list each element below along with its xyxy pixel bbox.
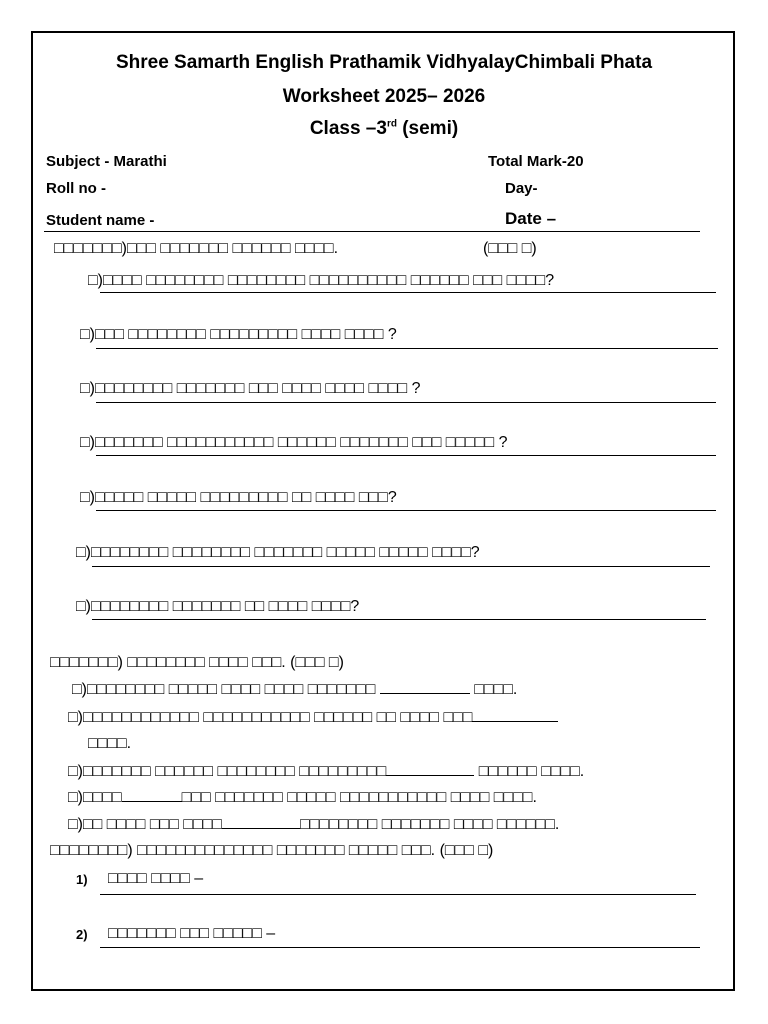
- fill-blank-4: □)□□□□ □□□ □□□□□□□ □□□□□ □□□□□□□□□□□ □□□□ □□□□.: [68, 789, 537, 806]
- blank-3[interactable]: [386, 774, 474, 776]
- question-4: □)□□□□□□□ □□□□□□□□□□□ □□□□□□ □□□□□□□ □□□ □□□□□ ?: [80, 434, 508, 451]
- item-number-1: 1): [76, 872, 88, 887]
- question-3: □)□□□□□□□□ □□□□□□□ □□□ □□□□ □□□□ □□□□ ?: [80, 380, 421, 397]
- fill-blank-1: □)□□□□□□□□ □□□□□ □□□□ □□□□ □□□□□□□ □□□□.: [72, 681, 518, 698]
- fill-blank-5: □)□□ □□□□ □□□ □□□□ □□□□□□□□ □□□□□□□ □□□□ □□□□□□.: [68, 816, 560, 833]
- section3-heading: □□□□□□□□) □□□□□□□□□□□□□□ □□□□□□□ □□□□□ □□□. (□□□ □): [50, 842, 494, 859]
- answer-line-5[interactable]: [96, 510, 716, 511]
- question-5: □)□□□□□ □□□□□ □□□□□□□□□ □□ □□□□ □□□?: [80, 489, 397, 506]
- answer-line-2[interactable]: [96, 348, 718, 349]
- subject-label: Subject - Marathi: [46, 153, 167, 170]
- section2-heading: □□□□□□□) □□□□□□□□ □□□□ □□□. (□□□ □): [50, 654, 344, 671]
- section3-item-1: □□□□ □□□□ –: [108, 870, 204, 887]
- answer-line-s3-2[interactable]: [100, 947, 700, 948]
- question-1: □)□□□□ □□□□□□□□ □□□□□□□□ □□□□□□□□□□ □□□□□□ □□□ □□□□?: [88, 272, 555, 289]
- item-number-2: 2): [76, 927, 88, 942]
- blank-5[interactable]: [222, 827, 300, 829]
- fill-blank-3: □)□□□□□□□ □□□□□□ □□□□□□□□ □□□□□□□□□ □□□□□□ □□□□.: [68, 763, 585, 780]
- section1-marks: (□□□ □): [483, 240, 537, 257]
- answer-line-s3-1[interactable]: [100, 894, 696, 895]
- blank-1[interactable]: [380, 692, 470, 694]
- section1-heading: □□□□□□□)□□□ □□□□□□□ □□□□□□ □□□□.: [54, 240, 339, 257]
- section3-item-2: □□□□□□□ □□□ □□□□□ –: [108, 925, 276, 942]
- answer-line-4[interactable]: [96, 455, 716, 456]
- fill-blank-2: □)□□□□□□□□□□□□ □□□□□□□□□□□ □□□□□□ □□ □□□□ □□□: [68, 709, 558, 727]
- answer-line-7[interactable]: [92, 619, 706, 620]
- question-7: □)□□□□□□□□ □□□□□□□ □□ □□□□ □□□□?: [76, 598, 360, 615]
- answer-line-3[interactable]: [96, 402, 716, 403]
- header-rule: [44, 231, 700, 232]
- blank-2[interactable]: [472, 720, 558, 722]
- total-mark-label: Total Mark-20: [488, 153, 584, 170]
- answer-line-6[interactable]: [92, 566, 710, 567]
- student-name-label: Student name -: [46, 212, 155, 229]
- date-label: Date –: [505, 209, 557, 228]
- worksheet-year: Worksheet 2025– 2026: [282, 86, 486, 107]
- day-label: Day-: [505, 180, 538, 197]
- blank-4[interactable]: [122, 800, 182, 802]
- fill-blank-2-cont: □□□□.: [88, 735, 132, 752]
- question-2: □)□□□ □□□□□□□□ □□□□□□□□□ □□□□ □□□□ ?: [80, 326, 397, 343]
- class-label: Class –3rd (semi): [309, 118, 459, 139]
- question-6: □)□□□□□□□□ □□□□□□□□ □□□□□□□ □□□□□ □□□□□ □□□□?: [76, 544, 480, 561]
- roll-no-label: Roll no -: [46, 180, 106, 197]
- answer-line-1[interactable]: [100, 292, 716, 293]
- school-name: Shree Samarth English Prathamik VidhyalayChimbali Phata: [115, 52, 653, 73]
